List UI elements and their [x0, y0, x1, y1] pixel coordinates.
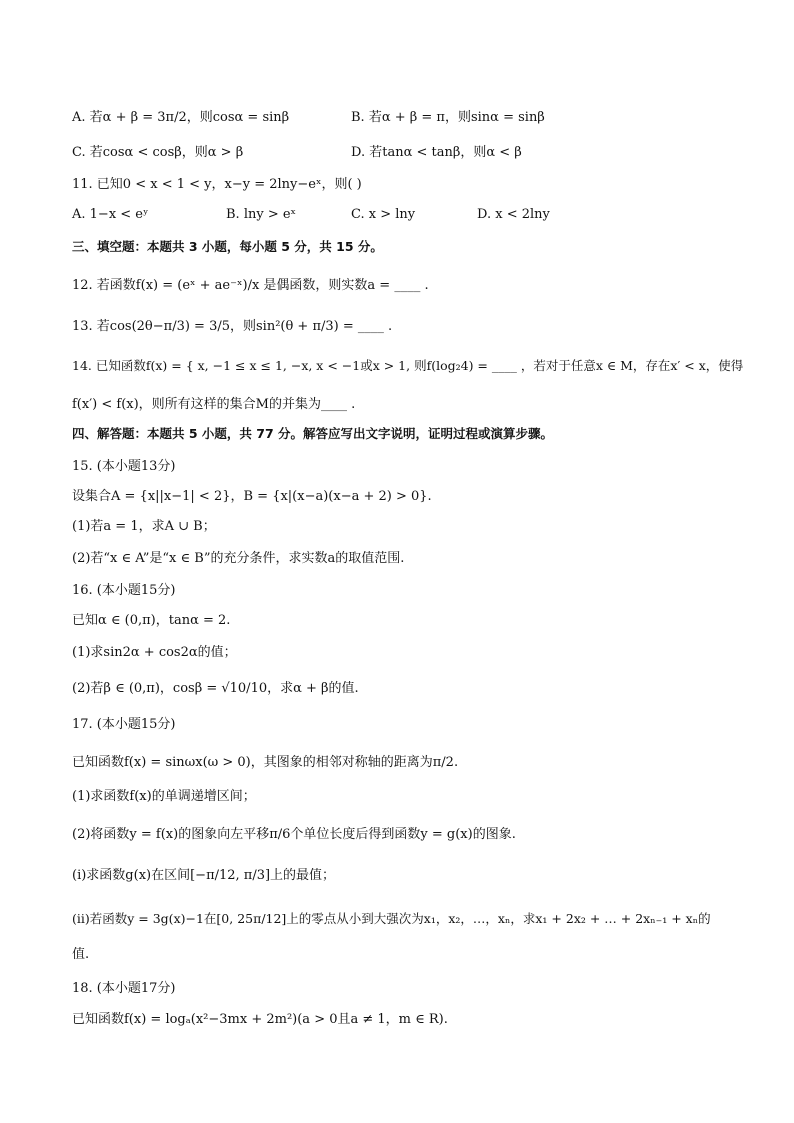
q16-part2: (2)若β ∈ (0,π)，cosβ = √10/10，求α + β的值. [72, 681, 359, 696]
q17-heading: 17. (本小题15分) [72, 717, 176, 732]
q11-stem: 11. 已知0 < x < 1 < y，x−y = 2lny−eˣ，则( ) [72, 177, 362, 192]
section-3-heading: 三、填空题：本题共 3 小题，每小题 5 分，共 15 分。 [72, 239, 383, 254]
q15-heading: 15. (本小题13分) [72, 459, 176, 474]
q18-heading: 18. (本小题17分) [72, 981, 176, 996]
q12: 12. 若函数f(x) = (eˣ + ae⁻ˣ)/x 是偶函数，则实数a = ____ . [72, 278, 429, 293]
q11-option-a: A. 1−x < eʸ [72, 207, 149, 222]
q17-part2-ii-cont: 值. [72, 947, 90, 962]
q17-stem: 已知函数f(x) = sinωx(ω > 0)，其图象的相邻对称轴的距离为π/2. [72, 755, 459, 770]
q17-part2: (2)将函数y = f(x)的图象向左平移π/6个单位长度后得到函数y = g(x)的图象. [72, 827, 516, 842]
q16-heading: 16. (本小题15分) [72, 583, 176, 598]
q16-stem: 已知α ∈ (0,π)，tanα = 2. [72, 613, 231, 628]
section-4-heading: 四、解答题：本题共 5 小题，共 77 分。解答应写出文字说明，证明过程或演算步骤。 [72, 426, 554, 441]
q10-option-b: B. 若α + β = π，则sinα = sinβ [351, 110, 545, 125]
q11-option-d: D. x < 2lny [477, 207, 550, 222]
q17-part2-i: (i)求函数g(x)在区间[−π/12, π/3]上的最值； [72, 868, 336, 883]
q11-option-c: C. x > lny [351, 207, 416, 222]
q10-option-c: C. 若cosα < cosβ，则α > β [72, 145, 244, 160]
q10-option-a: A. 若α + β = 3π/2，则cosα = sinβ [72, 110, 290, 125]
q13: 13. 若cos(2θ−π/3) = 3/5，则sin²(θ + π/3) = ____ . [72, 319, 393, 334]
q17-part2-ii: (ii)若函数y = 3g(x)−1在[0, 25π/12]上的零点从小到大强次为x₁，x₂，…，xₙ，求x₁ + 2x₂ + … + 2xₙ₋₁ + xₙ的 [72, 911, 711, 926]
q14-line1: 14. 已知函数f(x) = { x, −1 ≤ x ≤ 1, −x, x < −1或x > 1, 则f(log₂4) = ____ ，若对于任意x ∈ M，存在x′ < x，使得 [72, 358, 744, 373]
q14-line2: f(x′) < f(x)，则所有这样的集合M的并集为____ . [72, 397, 356, 412]
q18-stem: 已知函数f(x) = logₐ(x²−3mx + 2m²)(a > 0且a ≠ 1，m ∈ R). [72, 1012, 448, 1027]
q15-stem: 设集合A = {x||x−1| < 2}，B = {x|(x−a)(x−a + 2) > 0}. [72, 489, 432, 504]
q15-part1: (1)若a = 1，求A ∪ B； [72, 519, 216, 534]
q16-part1: (1)求sin2α + cos2α的值； [72, 645, 237, 660]
q15-part2: (2)若“x ∈ A”是“x ∈ B”的充分条件，求实数a的取值范围. [72, 551, 405, 566]
q10-option-d: D. 若tanα < tanβ，则α < β [351, 145, 522, 160]
q17-part1: (1)求函数f(x)的单调递增区间； [72, 789, 256, 804]
q11-option-b: B. lny > eˣ [226, 207, 297, 222]
